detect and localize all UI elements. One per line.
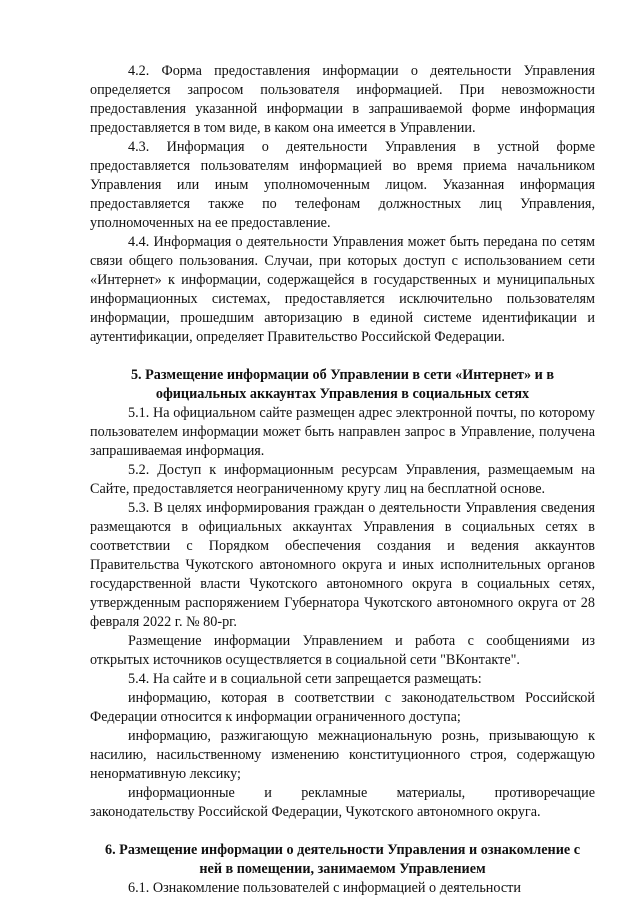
paragraph-5-2: 5.2. Доступ к информационным ресурсам Управления, размещаемым на Сайте, предоставляется неограниченному кругу лиц на бесплатной основе. — [90, 462, 595, 497]
spacer — [90, 822, 595, 841]
paragraph-4-3: 4.3. Информация о деятельности Управления в устной форме предоставляется пользователям информацией во время приема начальником Управления или иным уполномоченным лицом. Указанная информация предоставляется также по телефонам должностных лиц Управления, уполномоченных на ее предоставление. — [90, 139, 595, 231]
paragraph-5-4: 5.4. На сайте и в социальной сети запрещается размещать: — [128, 671, 482, 687]
paragraph-4-4: 4.4. Информация о деятельности Управления может быть передана по сетям связи общего пользования. Случаи, при которых доступ с использованием сети «Интернет» к информации, содержащейся в государственных и муниципальных информационных системах, предоставляется исключительно пользователям информации, прошедшим авторизацию в единой системе идентификации и аутентификации, определяет Правительство Российской Федерации. — [90, 234, 595, 345]
list-item-hate-speech: информацию, разжигающую межнациональную рознь, призывающую к насилию, насильственному изменению конституционного строя, содержащую ненормативную лексику; — [90, 728, 595, 782]
list-item-advertising: информационные и рекламные материалы, противоречащие законодательству Российской Федерации, Чукотского автономного округа. — [90, 785, 595, 820]
spacer — [90, 347, 595, 366]
list-item-restricted-info: информацию, которая в соответствии с законодательством Российской Федерации относится к информации ограниченного доступа; — [90, 690, 595, 725]
section-6-heading: 6. Размещение информации о деятельности Управления и ознакомление с ней в помещении, занимаемом Управлением — [104, 842, 581, 877]
paragraph-5-3-continued: Размещение информации Управлением и работа с сообщениями из открытых источников осуществляется в социальной сети "ВКонтакте". — [90, 633, 595, 668]
paragraph-5-1: 5.1. На официальном сайте размещен адрес электронной почты, по которому пользователем информации может быть направлен запрос в Управление, получена запрашиваемая информация. — [90, 405, 595, 459]
document-page — [90, 62, 595, 898]
paragraph-4-2: 4.2. Форма предоставления информации о деятельности Управления определяется запросом пользователя информацией. При невозможности предоставления указанной информации в запрашиваемой форме информация предоставляется в том виде, в каком она имеется в Управлении. — [90, 63, 595, 136]
section-5-heading: 5. Размещение информации об Управлении в сети «Интернет» и в официальных аккаунтах Управления в социальных сетях — [130, 367, 555, 402]
paragraph-5-3: 5.3. В целях информирования граждан о деятельности Управления сведения размещаются в официальных аккаунтах Управления в социальных сетях в соответствии с Порядком обеспечения создания и ведения аккаунтов Правительства Чукотского автономного округа и иных исполнительных органов государственной власти Чукотского автономного округа в социальных сетях, утвержденным распоряжением Губернатора Чукотского автономного округа от 28 февраля 2022 г. № 80-рг. — [90, 500, 595, 630]
paragraph-6-1: 6.1. Ознакомление пользователей с информацией о деятельности — [128, 880, 521, 896]
